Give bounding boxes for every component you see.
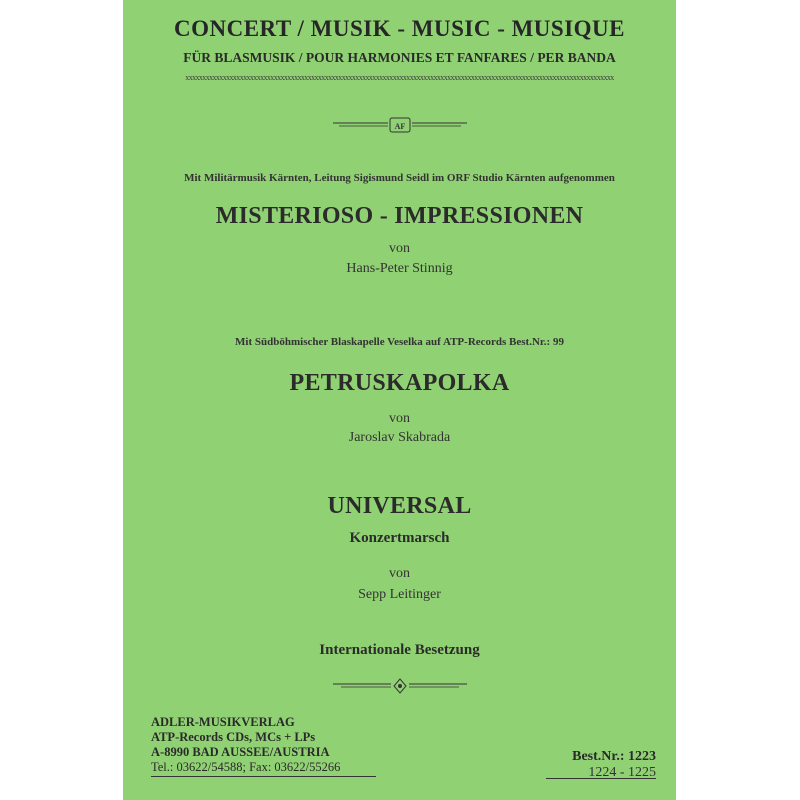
piece-title-2: PETRUSKAPOLKA xyxy=(289,370,510,396)
von-label-2: von xyxy=(389,411,410,426)
composer-2: Jaroslav Skabrada xyxy=(348,430,451,445)
composer-1: Hans-Peter Stinnig xyxy=(346,261,453,276)
publisher-underline xyxy=(151,776,376,777)
order-range: 1224 - 1225 xyxy=(588,765,656,780)
bottom-ornament xyxy=(333,678,467,694)
von-label-3: von xyxy=(389,566,410,581)
instrumentation-label: Internationale Besetzung xyxy=(319,642,480,658)
header-subtitle: FÜR BLASMUSIK / POUR HARMONIES ET FANFARES / PER BANDA xyxy=(183,50,616,65)
piece-title-1: MISTERIOSO - IMPRESSIONEN xyxy=(215,203,584,229)
publisher-records: ATP-Records CDs, MCs + LPs xyxy=(151,730,316,744)
logo-text: AF xyxy=(394,122,406,131)
piece-subtitle-3: Konzertmarsch xyxy=(349,530,450,546)
publisher-name: ADLER-MUSIKVERLAG xyxy=(151,715,295,729)
order-number: Best.Nr.: 1223 xyxy=(572,749,656,764)
x-divider: xxxxxxxxxxxxxxxxxxxxxxxxxxxxxxxxxxxxxxxxxxxxxxxxxxxxxxxxxxxxxxxxxxxxxxxxxxxxxxxxxxxxxxxxxxxxxxxxxxxxxxxxxxxxxxxxxxxxxxxxxxxxxx xyxy=(185,73,614,82)
publisher-block xyxy=(151,715,340,775)
composer-3: Sepp Leitinger xyxy=(358,587,441,602)
publisher-address: A-8990 BAD AUSSEE/AUSTRIA xyxy=(151,745,330,759)
recording-note-1: Mit Militärmusik Kärnten, Leitung Sigismund Seidl im ORF Studio Kärnten aufgenommen xyxy=(184,172,615,184)
header-title: CONCERT / MUSIK - MUSIC - MUSIQUE xyxy=(173,16,626,41)
recording-note-2: Mit Südböhmischer Blaskapelle Veselka auf ATP-Records Best.Nr.: 99 xyxy=(235,336,564,348)
von-label-1: von xyxy=(389,241,410,256)
cover-sheet xyxy=(123,0,676,800)
publisher-contact: Tel.: 03622/54588; Fax: 03622/55266 xyxy=(151,760,341,774)
publisher-logo-ornament xyxy=(333,117,467,133)
order-underline xyxy=(546,778,656,779)
piece-title-3: UNIVERSAL xyxy=(327,493,472,519)
